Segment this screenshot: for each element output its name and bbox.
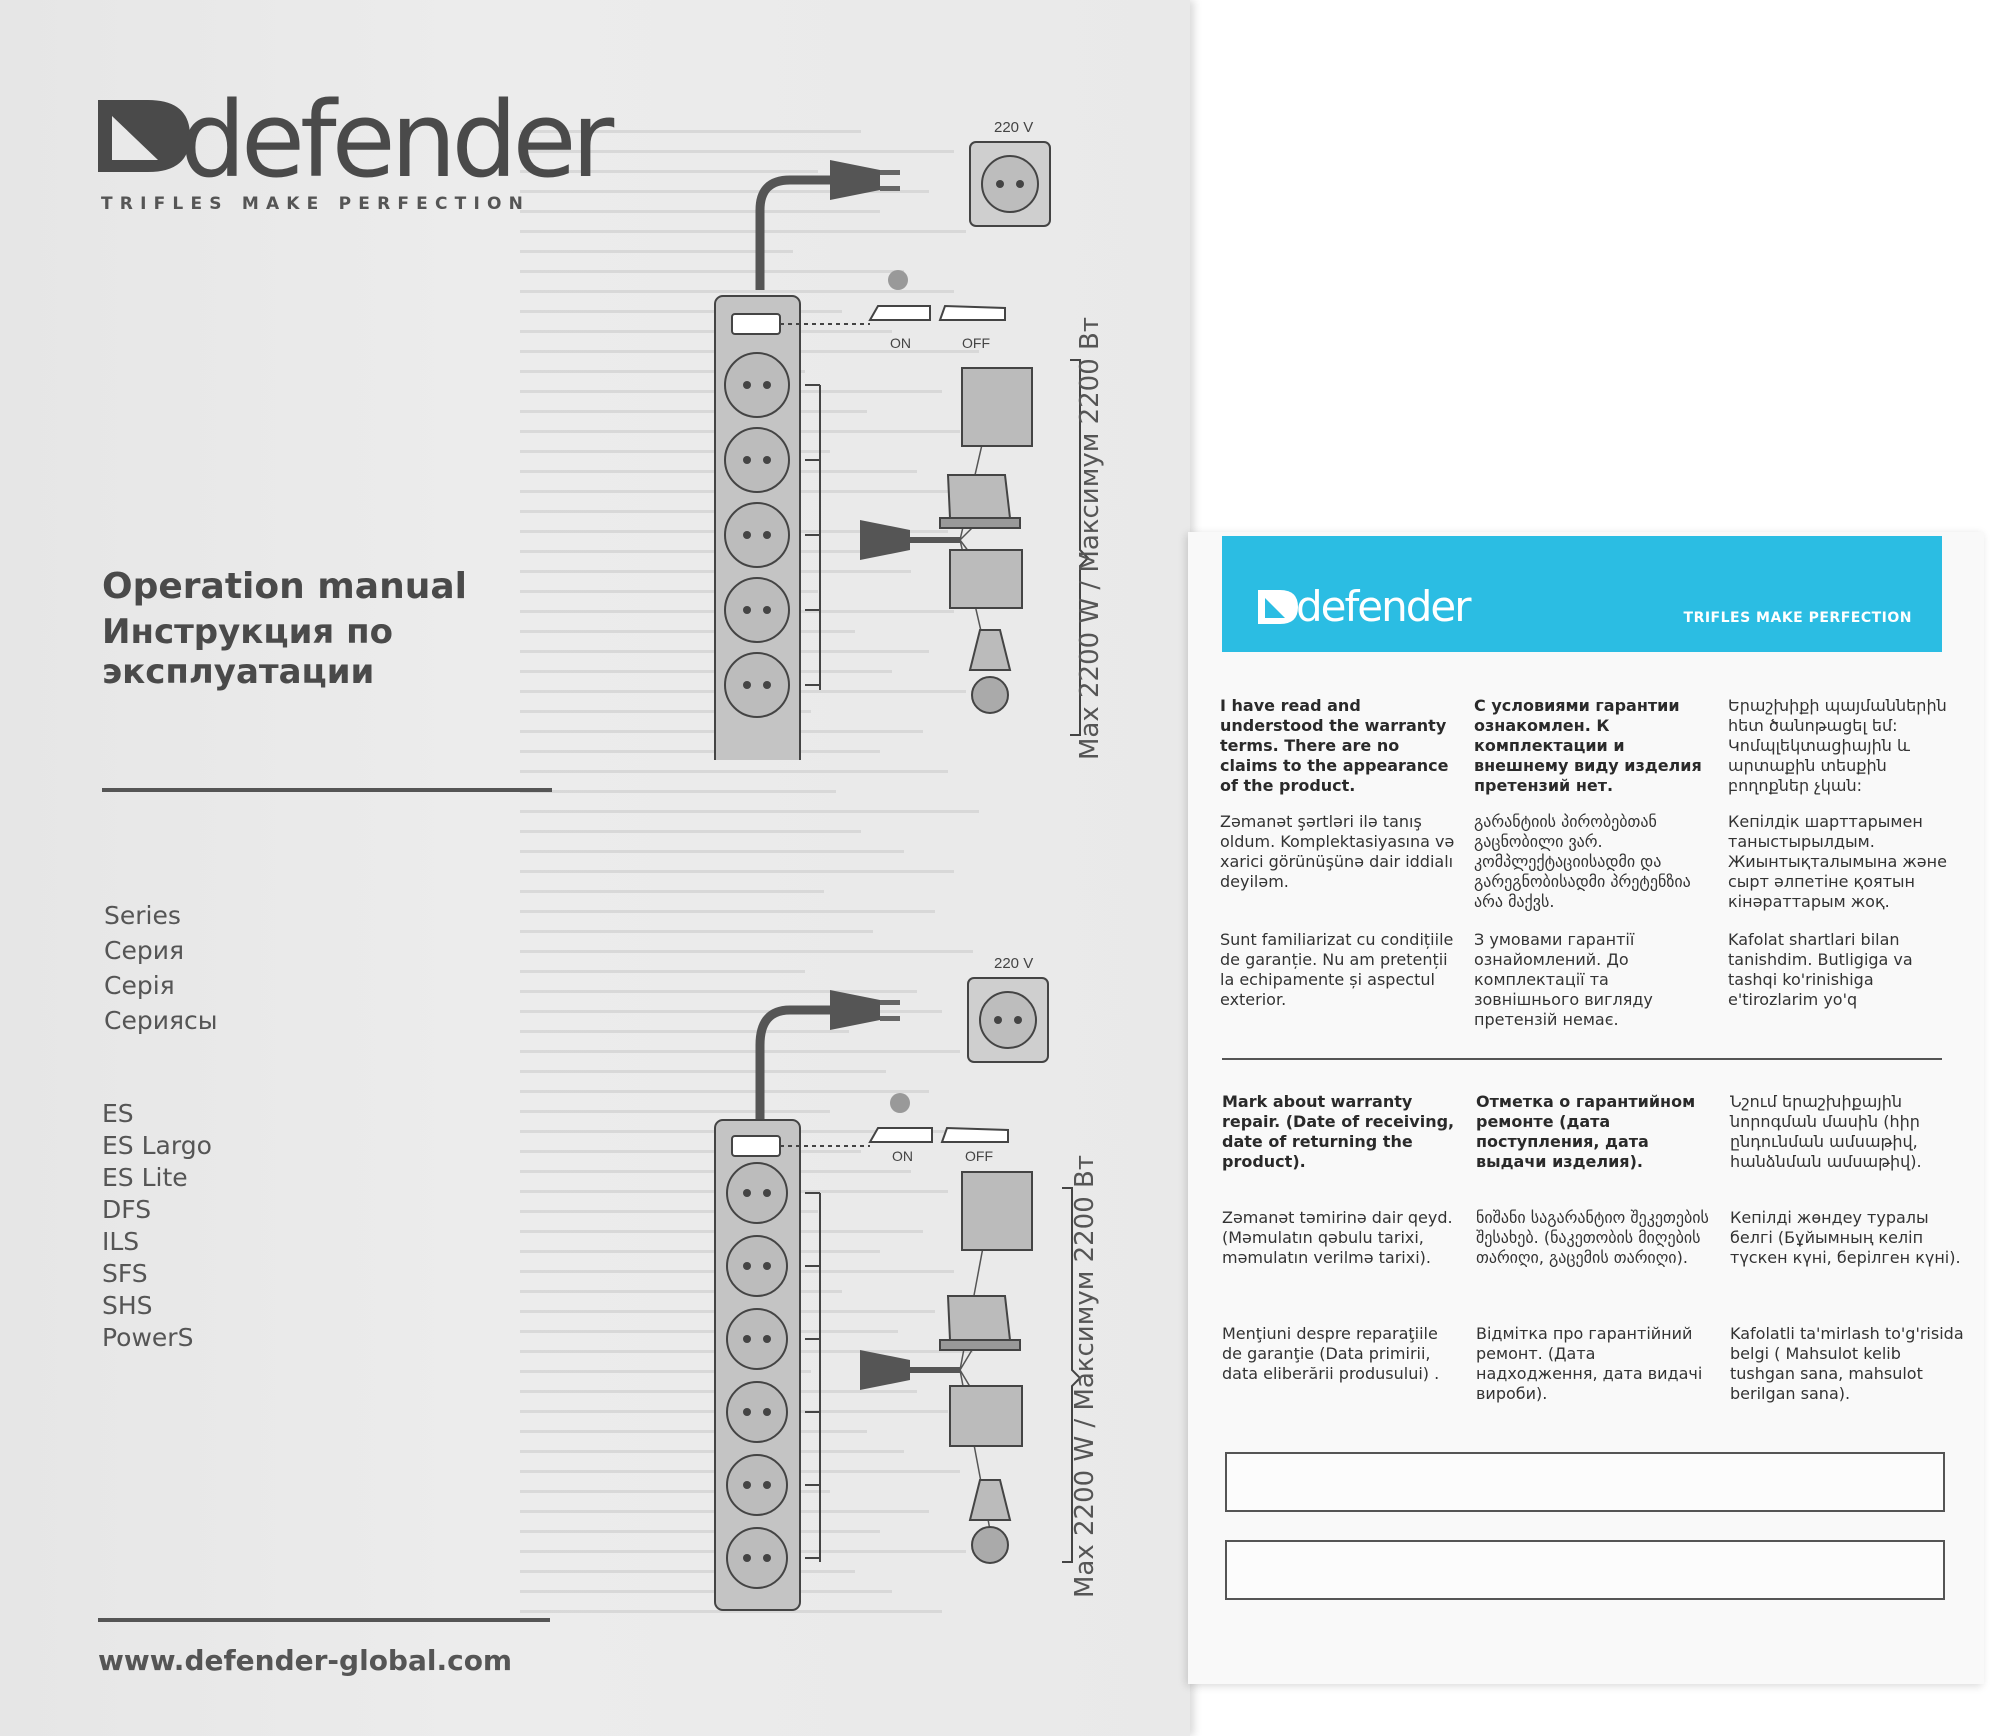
brand-slogan: TRIFLES MAKE PERFECTION <box>101 194 531 214</box>
divider <box>98 1618 550 1622</box>
repair-entry-box-2[interactable] <box>1225 1540 1945 1600</box>
terms-text-ru: С условиями гарантии ознакомлен. К комплектации и внешнему виду изделия претензий нет. <box>1474 696 1702 795</box>
terms-text-ka: გარანტიის პირობებთან გაცნობილი ვარ. კომპლექტაციისადმი და გარეგნობისადმი პრეტენზია არა მაქვს. <box>1474 812 1691 911</box>
terms-text-hy: Երաշխիքի պայմաններին հետ ծանոթացել եմ: Կոմպլեկտացիային և արտաքին տեսքին բողոքներ չկան: <box>1728 696 1947 795</box>
model-name: SFS <box>102 1259 148 1288</box>
title-english: Operation manual <box>102 566 467 607</box>
repair-text-kk: Кепілді жөндеу туралы белгі (Бұйымның келіп түскен күні, берілген күні). <box>1730 1208 1961 1267</box>
model-name: PowerS <box>102 1323 194 1352</box>
repair-text-uz: Kafolatli ta'mirlash to'g'risida belgi ( Mahsulot kelib tushgan sana, mahsulot berilgan sana). <box>1730 1324 1964 1403</box>
repair-text-en: Mark about warranty repair. (Date of receiving, date of returning the product). <box>1222 1092 1455 1171</box>
terms-text-az: Zəmanət şərtləri ilə tanış oldum. Komplektasiyasına və xarici görünüşünə dair iddialı deyiləm. <box>1220 812 1455 891</box>
power-strip-diagram-5 <box>700 110 1100 760</box>
terms-text-kk: Кепілдік шарттарымен таныстырылдым. Жиынтықталымына және сырт әлпетіне қоятын кінәраттарым жоқ. <box>1728 812 1947 911</box>
repair-entry-box-1[interactable] <box>1225 1452 1945 1512</box>
max-power-label: Max 2200 W / Максимум 2200 Вт <box>1070 1154 1100 1598</box>
power-switch-icon <box>732 314 780 334</box>
terms-text-ro: Sunt familiarizat cu condițiile de garanție. Nu am pretenții la echipamente și aspectul exterior. <box>1220 930 1454 1009</box>
device-plug-icon <box>860 1350 910 1390</box>
max-power-label: Max 2200 W / Максимум 2200 Вт <box>1075 316 1105 760</box>
series-label: Серія <box>104 971 175 1000</box>
switch-off-icon <box>940 306 1005 320</box>
terms-text-uz: Kafolat shartlari bilan tanishdim. Butligiga va tashqi ko'rinishiga e'tirozlarim yo'q <box>1728 930 1913 1009</box>
voltage-label: 220 V <box>994 955 1034 972</box>
repair-text-ru: Отметка о гарантийном ремонте (дата поступления, дата выдачи изделия). <box>1476 1092 1696 1171</box>
brand-name: defender <box>180 79 610 201</box>
series-label: Series <box>104 901 181 930</box>
card-slogan: TRIFLES MAKE PERFECTION <box>1683 610 1912 626</box>
model-name: ES <box>102 1099 134 1128</box>
card-banner <box>1222 536 1942 652</box>
repair-text-uk: Відмітка про гарантійний ремонт. (Дата надходження, дата видачі вироби). <box>1476 1324 1703 1403</box>
power-strip-diagram-6 <box>700 950 1100 1620</box>
device-plug-icon <box>860 520 910 560</box>
repair-text-ka: ნიშანი საგარანტიო შეკეთების შესახებ. (ნაკეთობის მიღების თარიღი, გაცემის თარიღი). <box>1476 1208 1709 1267</box>
off-label: OFF <box>965 1148 993 1164</box>
model-name: DFS <box>102 1195 152 1224</box>
cable-icon <box>760 180 830 290</box>
card-brand-name: defender <box>1296 582 1470 631</box>
cable-icon <box>760 1010 830 1125</box>
lamp-icon <box>970 630 1010 670</box>
defender-logo-icon <box>1258 590 1298 624</box>
series-label: Серия <box>104 936 184 965</box>
title-russian: Инструкция по эксплуатации <box>102 612 393 692</box>
stereo-icon <box>950 1386 1022 1446</box>
website-url: www.defender-global.com <box>98 1644 513 1677</box>
terms-text-uk: З умовами гарантії ознайомлений. До комплектації та зовнішнього вигляду претензій немає. <box>1474 930 1653 1029</box>
laptop-icon <box>948 1296 1010 1340</box>
switch-off-icon <box>942 1128 1008 1142</box>
warranty-card <box>1188 532 1984 1684</box>
computer-icon <box>962 1172 1032 1250</box>
power-switch-icon <box>732 1136 780 1156</box>
series-label: Сериясы <box>104 1006 218 1035</box>
repair-text-az: Zəmanət təmirinə dair qeyd. (Məmulatın qəbulu tarixi, məmulatın verilmə tarixi). <box>1222 1208 1453 1267</box>
stereo-icon <box>950 550 1022 608</box>
on-label: ON <box>890 335 911 351</box>
card-divider <box>1222 1058 1942 1060</box>
switch-on-icon <box>870 1128 932 1142</box>
lamp-icon <box>970 1480 1010 1520</box>
terms-text-en: I have read and understood the warranty terms. There are no claims to the appearance of the product. <box>1220 696 1449 795</box>
on-label: ON <box>892 1148 913 1164</box>
repair-text-hy: Նշում երաշխիքային նորոգման մասին (հիր ընդունման ամսաթիվ, հանձնման ամսաթիվ). <box>1730 1092 1922 1171</box>
defender-logo-icon <box>98 100 190 172</box>
divider <box>102 788 552 792</box>
model-name: SHS <box>102 1291 153 1320</box>
model-name: ILS <box>102 1227 140 1256</box>
model-name: ES Lite <box>102 1163 188 1192</box>
voltage-label: 220 V <box>994 119 1034 136</box>
off-label: OFF <box>962 335 990 351</box>
laptop-icon <box>948 475 1010 518</box>
light-bulb-icon <box>888 270 908 290</box>
light-bulb-icon <box>890 1093 910 1113</box>
model-name: ES Largo <box>102 1131 212 1160</box>
series-list <box>104 898 217 1038</box>
plug-icon <box>830 160 880 200</box>
switch-on-icon <box>870 306 930 320</box>
plug-icon <box>830 990 880 1030</box>
computer-icon <box>962 368 1032 446</box>
model-list <box>102 1098 212 1354</box>
repair-text-ro: Menţiuni despre reparaţiile de garanţie (Data primirii, data eliberării produsului) . <box>1222 1324 1440 1383</box>
